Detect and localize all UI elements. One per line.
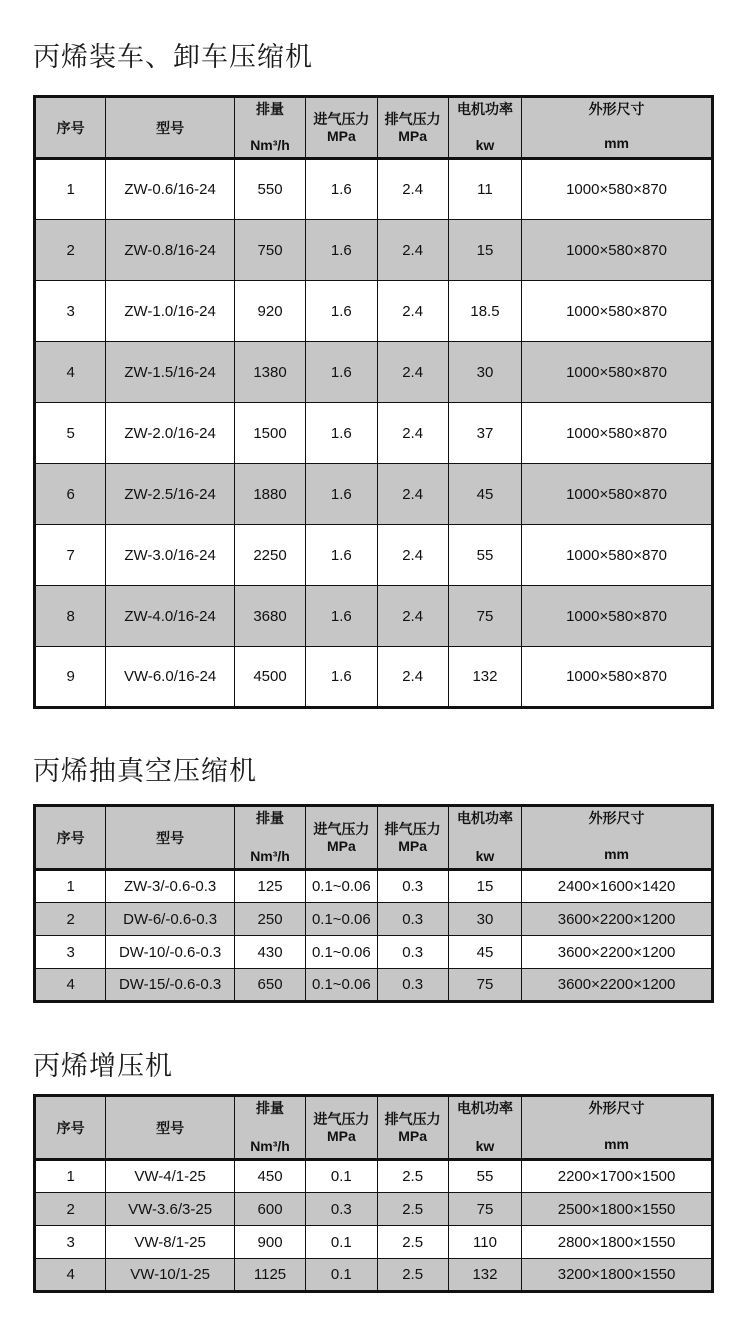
cell-intake-pressure: 0.3 bbox=[306, 1193, 377, 1226]
header-size-unit: mm bbox=[604, 845, 630, 862]
cell-model: ZW-2.0/16-24 bbox=[106, 403, 235, 464]
cell-exhaust-pressure: 0.3 bbox=[377, 870, 448, 903]
table-row bbox=[35, 903, 713, 936]
cell-intake-pressure: 1.6 bbox=[306, 159, 377, 220]
cell-model: ZW-3.0/16-24 bbox=[106, 525, 235, 586]
header-intake-unit: MPa bbox=[326, 127, 356, 144]
cell-dimensions: 1000×580×870 bbox=[522, 525, 713, 586]
header-intake-unit: MPa bbox=[326, 1127, 356, 1144]
header-size-label: 外形尺寸 bbox=[588, 1100, 645, 1116]
cell-model: DW-6/-0.6-0.3 bbox=[106, 903, 235, 936]
cell-dimensions: 1000×580×870 bbox=[522, 464, 713, 525]
cell-exhaust-pressure: 2.5 bbox=[377, 1160, 448, 1193]
cell-intake-pressure: 1.6 bbox=[306, 647, 377, 708]
cell-model: ZW-2.5/16-24 bbox=[106, 464, 235, 525]
cell-model: ZW-0.8/16-24 bbox=[106, 220, 235, 281]
cell-no: 5 bbox=[35, 403, 106, 464]
cell-no: 2 bbox=[35, 1193, 106, 1226]
header-exhaust-pressure bbox=[377, 806, 448, 870]
section-title-vacuum-compressor: 丙烯抽真空压缩机 bbox=[33, 756, 257, 787]
cell-intake-pressure: 1.6 bbox=[306, 342, 377, 403]
header-model: 型号 bbox=[106, 1096, 235, 1160]
cell-exhaust-pressure: 2.4 bbox=[377, 647, 448, 708]
cell-exhaust-pressure: 0.3 bbox=[377, 903, 448, 936]
cell-motor-power: 55 bbox=[448, 1160, 521, 1193]
cell-dimensions: 3600×2200×1200 bbox=[522, 936, 713, 969]
header-exhaust-label: 排气压力 bbox=[384, 1111, 441, 1128]
cell-flow: 125 bbox=[234, 870, 305, 903]
cell-motor-power: 18.5 bbox=[448, 281, 521, 342]
cell-model: VW-3.6/3-25 bbox=[106, 1193, 235, 1226]
cell-intake-pressure: 0.1~0.06 bbox=[306, 870, 377, 903]
cell-intake-pressure: 0.1~0.06 bbox=[306, 936, 377, 969]
table-row bbox=[35, 969, 713, 1002]
header-intake-pressure bbox=[306, 97, 377, 159]
cell-motor-power: 110 bbox=[448, 1226, 521, 1259]
cell-flow: 450 bbox=[234, 1160, 305, 1193]
cell-dimensions: 3600×2200×1200 bbox=[522, 903, 713, 936]
cell-no: 3 bbox=[35, 281, 106, 342]
cell-exhaust-pressure: 2.4 bbox=[377, 525, 448, 586]
cell-motor-power: 132 bbox=[448, 647, 521, 708]
header-dimensions bbox=[522, 1096, 713, 1160]
cell-motor-power: 15 bbox=[448, 870, 521, 903]
cell-no: 1 bbox=[35, 870, 106, 903]
cell-exhaust-pressure: 2.4 bbox=[377, 586, 448, 647]
table-row bbox=[35, 342, 713, 403]
cell-dimensions: 1000×580×870 bbox=[522, 342, 713, 403]
section-title-loading-compressor: 丙烯装车、卸车压缩机 bbox=[33, 42, 313, 73]
cell-model: VW-8/1-25 bbox=[106, 1226, 235, 1259]
cell-motor-power: 75 bbox=[448, 1193, 521, 1226]
cell-exhaust-pressure: 2.5 bbox=[377, 1259, 448, 1292]
cell-intake-pressure: 0.1~0.06 bbox=[306, 903, 377, 936]
header-power-label: 电机功率 bbox=[456, 1100, 513, 1116]
cell-flow: 1880 bbox=[234, 464, 305, 525]
cell-intake-pressure: 0.1 bbox=[306, 1259, 377, 1292]
cell-no: 2 bbox=[35, 220, 106, 281]
spec-table-loading-compressor bbox=[33, 95, 714, 709]
header-intake-unit: MPa bbox=[326, 837, 356, 854]
cell-exhaust-pressure: 2.5 bbox=[377, 1193, 448, 1226]
table-row bbox=[35, 1193, 713, 1226]
cell-dimensions: 1000×580×870 bbox=[522, 159, 713, 220]
cell-exhaust-pressure: 0.3 bbox=[377, 969, 448, 1002]
table-row bbox=[35, 281, 713, 342]
cell-no: 3 bbox=[35, 936, 106, 969]
header-flow-label: 排量 bbox=[256, 101, 285, 117]
header-power-unit: kw bbox=[475, 847, 495, 864]
table-row bbox=[35, 1259, 713, 1292]
cell-motor-power: 30 bbox=[448, 342, 521, 403]
header-flow bbox=[234, 97, 305, 159]
header-size-label: 外形尺寸 bbox=[588, 101, 645, 117]
cell-flow: 1500 bbox=[234, 403, 305, 464]
cell-motor-power: 75 bbox=[448, 586, 521, 647]
cell-no: 4 bbox=[35, 969, 106, 1002]
table-row bbox=[35, 936, 713, 969]
cell-no: 6 bbox=[35, 464, 106, 525]
header-flow-unit: Nm³/h bbox=[250, 847, 290, 864]
cell-model: VW-6.0/16-24 bbox=[106, 647, 235, 708]
cell-flow: 1125 bbox=[234, 1259, 305, 1292]
cell-model: VW-4/1-25 bbox=[106, 1160, 235, 1193]
header-intake-pressure bbox=[306, 1096, 377, 1160]
cell-intake-pressure: 0.1 bbox=[306, 1160, 377, 1193]
cell-intake-pressure: 1.6 bbox=[306, 220, 377, 281]
table-row bbox=[35, 159, 713, 220]
cell-model: ZW-3/-0.6-0.3 bbox=[106, 870, 235, 903]
cell-flow: 920 bbox=[234, 281, 305, 342]
cell-intake-pressure: 1.6 bbox=[306, 281, 377, 342]
header-intake-label: 进气压力 bbox=[313, 111, 370, 128]
cell-motor-power: 30 bbox=[448, 903, 521, 936]
cell-motor-power: 37 bbox=[448, 403, 521, 464]
cell-dimensions: 2200×1700×1500 bbox=[522, 1160, 713, 1193]
header-flow-label: 排量 bbox=[256, 1100, 285, 1116]
header-flow-unit: Nm³/h bbox=[250, 136, 290, 153]
header-exhaust-label: 排气压力 bbox=[384, 821, 441, 838]
cell-exhaust-pressure: 2.4 bbox=[377, 403, 448, 464]
cell-intake-pressure: 1.6 bbox=[306, 403, 377, 464]
header-intake-label: 进气压力 bbox=[313, 821, 370, 838]
header-no: 序号 bbox=[35, 97, 106, 159]
cell-exhaust-pressure: 2.4 bbox=[377, 281, 448, 342]
cell-model: VW-10/1-25 bbox=[106, 1259, 235, 1292]
table-row bbox=[35, 525, 713, 586]
cell-motor-power: 15 bbox=[448, 220, 521, 281]
header-intake-label: 进气压力 bbox=[313, 1111, 370, 1128]
cell-no: 3 bbox=[35, 1226, 106, 1259]
header-power-label: 电机功率 bbox=[456, 810, 513, 826]
table-row bbox=[35, 1226, 713, 1259]
cell-flow: 900 bbox=[234, 1226, 305, 1259]
header-exhaust-pressure bbox=[377, 1096, 448, 1160]
header-exhaust-unit: MPa bbox=[398, 837, 428, 854]
header-flow bbox=[234, 1096, 305, 1160]
cell-dimensions: 1000×580×870 bbox=[522, 220, 713, 281]
cell-motor-power: 11 bbox=[448, 159, 521, 220]
header-motor-power bbox=[448, 1096, 521, 1160]
cell-exhaust-pressure: 0.3 bbox=[377, 936, 448, 969]
cell-flow: 2250 bbox=[234, 525, 305, 586]
cell-motor-power: 132 bbox=[448, 1259, 521, 1292]
cell-exhaust-pressure: 2.4 bbox=[377, 220, 448, 281]
cell-flow: 250 bbox=[234, 903, 305, 936]
cell-motor-power: 55 bbox=[448, 525, 521, 586]
table-row bbox=[35, 403, 713, 464]
header-no: 序号 bbox=[35, 1096, 106, 1160]
cell-dimensions: 1000×580×870 bbox=[522, 586, 713, 647]
table-row bbox=[35, 464, 713, 525]
header-exhaust-label: 排气压力 bbox=[384, 111, 441, 128]
cell-model: DW-15/-0.6-0.3 bbox=[106, 969, 235, 1002]
header-dimensions bbox=[522, 97, 713, 159]
header-intake-pressure bbox=[306, 806, 377, 870]
table-row bbox=[35, 1160, 713, 1193]
header-exhaust-unit: MPa bbox=[398, 127, 428, 144]
cell-no: 8 bbox=[35, 586, 106, 647]
cell-dimensions: 2500×1800×1550 bbox=[522, 1193, 713, 1226]
cell-flow: 1380 bbox=[234, 342, 305, 403]
cell-motor-power: 45 bbox=[448, 936, 521, 969]
header-motor-power bbox=[448, 806, 521, 870]
cell-model: ZW-1.5/16-24 bbox=[106, 342, 235, 403]
header-power-label: 电机功率 bbox=[456, 101, 513, 117]
cell-flow: 3680 bbox=[234, 586, 305, 647]
header-model: 型号 bbox=[106, 97, 235, 159]
header-flow-label: 排量 bbox=[256, 810, 285, 826]
header-flow-unit: Nm³/h bbox=[250, 1137, 290, 1154]
cell-intake-pressure: 0.1~0.06 bbox=[306, 969, 377, 1002]
spec-table-booster bbox=[33, 1094, 714, 1293]
cell-intake-pressure: 1.6 bbox=[306, 586, 377, 647]
cell-dimensions: 1000×580×870 bbox=[522, 403, 713, 464]
cell-flow: 430 bbox=[234, 936, 305, 969]
cell-model: ZW-0.6/16-24 bbox=[106, 159, 235, 220]
table-row bbox=[35, 870, 713, 903]
cell-no: 2 bbox=[35, 903, 106, 936]
header-exhaust-pressure bbox=[377, 97, 448, 159]
cell-dimensions: 2800×1800×1550 bbox=[522, 1226, 713, 1259]
cell-flow: 550 bbox=[234, 159, 305, 220]
cell-flow: 650 bbox=[234, 969, 305, 1002]
cell-exhaust-pressure: 2.4 bbox=[377, 342, 448, 403]
cell-no: 9 bbox=[35, 647, 106, 708]
cell-model: ZW-4.0/16-24 bbox=[106, 586, 235, 647]
header-dimensions bbox=[522, 806, 713, 870]
table-row bbox=[35, 220, 713, 281]
cell-no: 7 bbox=[35, 525, 106, 586]
spec-table-vacuum-compressor bbox=[33, 804, 714, 1003]
cell-flow: 4500 bbox=[234, 647, 305, 708]
cell-dimensions: 2400×1600×1420 bbox=[522, 870, 713, 903]
cell-dimensions: 1000×580×870 bbox=[522, 281, 713, 342]
cell-intake-pressure: 0.1 bbox=[306, 1226, 377, 1259]
cell-exhaust-pressure: 2.5 bbox=[377, 1226, 448, 1259]
cell-exhaust-pressure: 2.4 bbox=[377, 464, 448, 525]
header-size-label: 外形尺寸 bbox=[588, 810, 645, 826]
cell-intake-pressure: 1.6 bbox=[306, 525, 377, 586]
header-exhaust-unit: MPa bbox=[398, 1127, 428, 1144]
cell-no: 1 bbox=[35, 1160, 106, 1193]
cell-model: ZW-1.0/16-24 bbox=[106, 281, 235, 342]
cell-dimensions: 3200×1800×1550 bbox=[522, 1259, 713, 1292]
cell-intake-pressure: 1.6 bbox=[306, 464, 377, 525]
header-no: 序号 bbox=[35, 806, 106, 870]
cell-no: 4 bbox=[35, 342, 106, 403]
table-row bbox=[35, 647, 713, 708]
cell-exhaust-pressure: 2.4 bbox=[377, 159, 448, 220]
cell-dimensions: 3600×2200×1200 bbox=[522, 969, 713, 1002]
header-power-unit: kw bbox=[475, 1137, 495, 1154]
cell-flow: 600 bbox=[234, 1193, 305, 1226]
cell-model: DW-10/-0.6-0.3 bbox=[106, 936, 235, 969]
cell-no: 4 bbox=[35, 1259, 106, 1292]
header-model: 型号 bbox=[106, 806, 235, 870]
cell-dimensions: 1000×580×870 bbox=[522, 647, 713, 708]
header-size-unit: mm bbox=[604, 134, 630, 151]
section-title-booster: 丙烯增压机 bbox=[33, 1051, 173, 1082]
cell-motor-power: 45 bbox=[448, 464, 521, 525]
header-power-unit: kw bbox=[475, 136, 495, 153]
header-flow bbox=[234, 806, 305, 870]
header-motor-power bbox=[448, 97, 521, 159]
cell-flow: 750 bbox=[234, 220, 305, 281]
cell-no: 1 bbox=[35, 159, 106, 220]
table-row bbox=[35, 586, 713, 647]
header-size-unit: mm bbox=[604, 1135, 630, 1152]
cell-motor-power: 75 bbox=[448, 969, 521, 1002]
